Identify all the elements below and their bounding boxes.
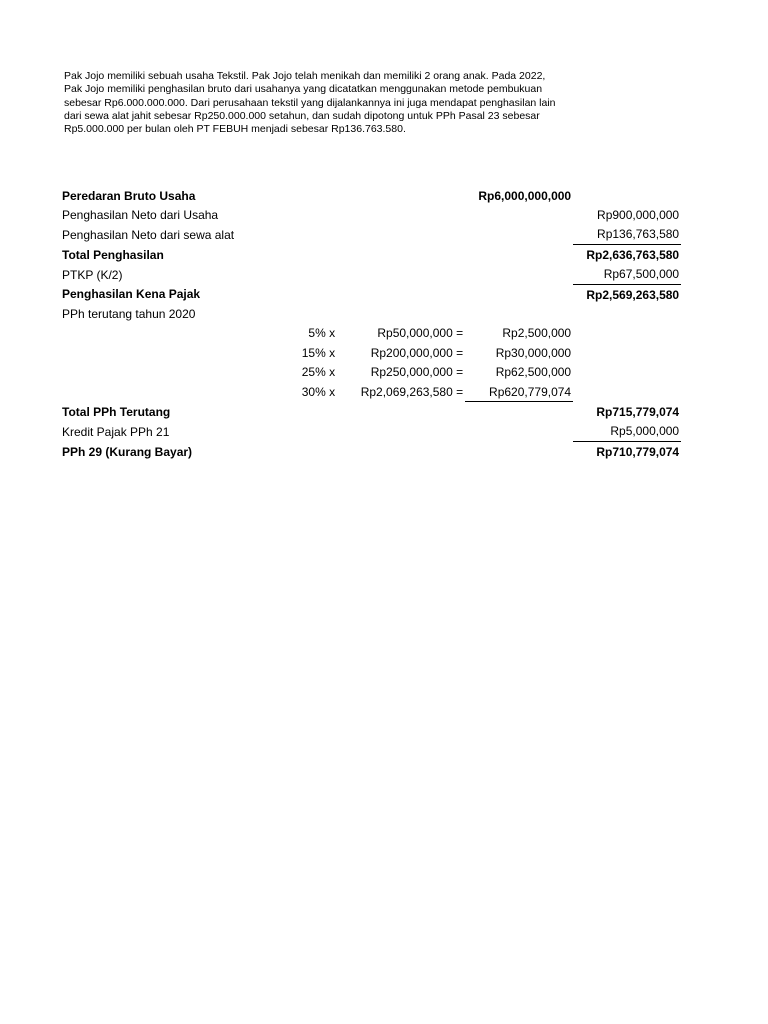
row-label: PTKP (K/2) bbox=[62, 267, 123, 282]
row-value: Rp2,569,263,580 bbox=[586, 287, 680, 302]
row-value: Rp900,000,000 bbox=[597, 208, 680, 223]
row-value: Rp5,000,000 bbox=[573, 422, 681, 442]
row-label: Total PPh Terutang bbox=[62, 404, 171, 419]
row-kredit-pajak bbox=[60, 422, 681, 442]
bracket-rate: 15% x bbox=[301, 345, 336, 360]
bracket-base: Rp50,000,000 = bbox=[377, 326, 464, 341]
row-label: Penghasilan Neto dari Usaha bbox=[62, 208, 219, 223]
bracket-tax: Rp2,500,000 bbox=[502, 326, 572, 341]
bracket-tax: Rp620,779,074 bbox=[465, 382, 573, 402]
row-pph29 bbox=[60, 442, 681, 462]
row-label: Penghasilan Kena Pajak bbox=[62, 287, 201, 302]
bracket-base: Rp250,000,000 = bbox=[370, 365, 464, 380]
row-ptkp bbox=[60, 265, 681, 285]
row-label: Penghasilan Neto dari sewa alat bbox=[62, 227, 235, 242]
row-label: PPh terutang tahun 2020 bbox=[62, 307, 196, 322]
bracket-rate: 30% x bbox=[301, 384, 336, 399]
tax-bracket-row bbox=[60, 382, 681, 402]
row-total-pph-terutang bbox=[60, 402, 681, 422]
row-label: Peredaran Bruto Usaha bbox=[62, 188, 196, 203]
problem-line: Rp5.000.000 per bulan oleh PT FEBUH menjadi sebesar Rp136.763.580. bbox=[64, 123, 406, 136]
bracket-tax: Rp30,000,000 bbox=[495, 345, 572, 360]
bracket-base: Rp200,000,000 = bbox=[370, 345, 464, 360]
row-peredaran-bruto bbox=[60, 186, 681, 205]
row-label: Kredit Pajak PPh 21 bbox=[62, 424, 170, 439]
row-penghasilan-kena-pajak bbox=[60, 284, 681, 304]
row-pph-terutang-tahun bbox=[60, 304, 681, 323]
row-value: Rp715,779,074 bbox=[596, 404, 680, 419]
row-neto-sewa bbox=[60, 225, 681, 245]
row-value: Rp2,636,763,580 bbox=[586, 247, 680, 262]
tax-bracket-row bbox=[60, 324, 681, 343]
row-value: Rp136,763,580 bbox=[573, 225, 681, 245]
bracket-rate: 5% x bbox=[308, 326, 336, 341]
bracket-tax: Rp62,500,000 bbox=[495, 365, 572, 380]
row-total-penghasilan bbox=[60, 245, 681, 265]
tax-bracket-row bbox=[60, 363, 681, 382]
tax-calculation-table bbox=[60, 186, 681, 461]
problem-line: dari sewa alat jahit sebesar Rp250.000.000 setahun, dan sudah dipotong untuk PPh Pasal 23 sebesar bbox=[64, 109, 540, 122]
problem-line: sebesar Rp6.000.000.000. Dari perusahaan tekstil yang dijalankannya ini juga mendapat penghasilan lain bbox=[64, 96, 556, 109]
bracket-rate: 25% x bbox=[301, 365, 336, 380]
problem-line: Pak Jojo memiliki sebuah usaha Tekstil. Pak Jojo telah menikah dan memiliki 2 orang anak. Pada 2022, bbox=[64, 70, 546, 82]
tax-bracket-row bbox=[60, 343, 681, 362]
row-label: Total Penghasilan bbox=[62, 247, 164, 262]
problem-line: Pak Jojo memiliki penghasilan bruto dari usahanya yang dicatatkan menggunakan metode pembukuan bbox=[64, 83, 543, 96]
bracket-base: Rp2,069,263,580 = bbox=[360, 384, 464, 399]
problem-statement bbox=[64, 70, 624, 136]
row-label: PPh 29 (Kurang Bayar) bbox=[62, 444, 193, 459]
row-neto-usaha bbox=[60, 205, 681, 224]
row-value: Rp710,779,074 bbox=[596, 444, 680, 459]
row-value: Rp67,500,000 bbox=[573, 265, 681, 285]
row-value: Rp6,000,000,000 bbox=[478, 188, 572, 203]
